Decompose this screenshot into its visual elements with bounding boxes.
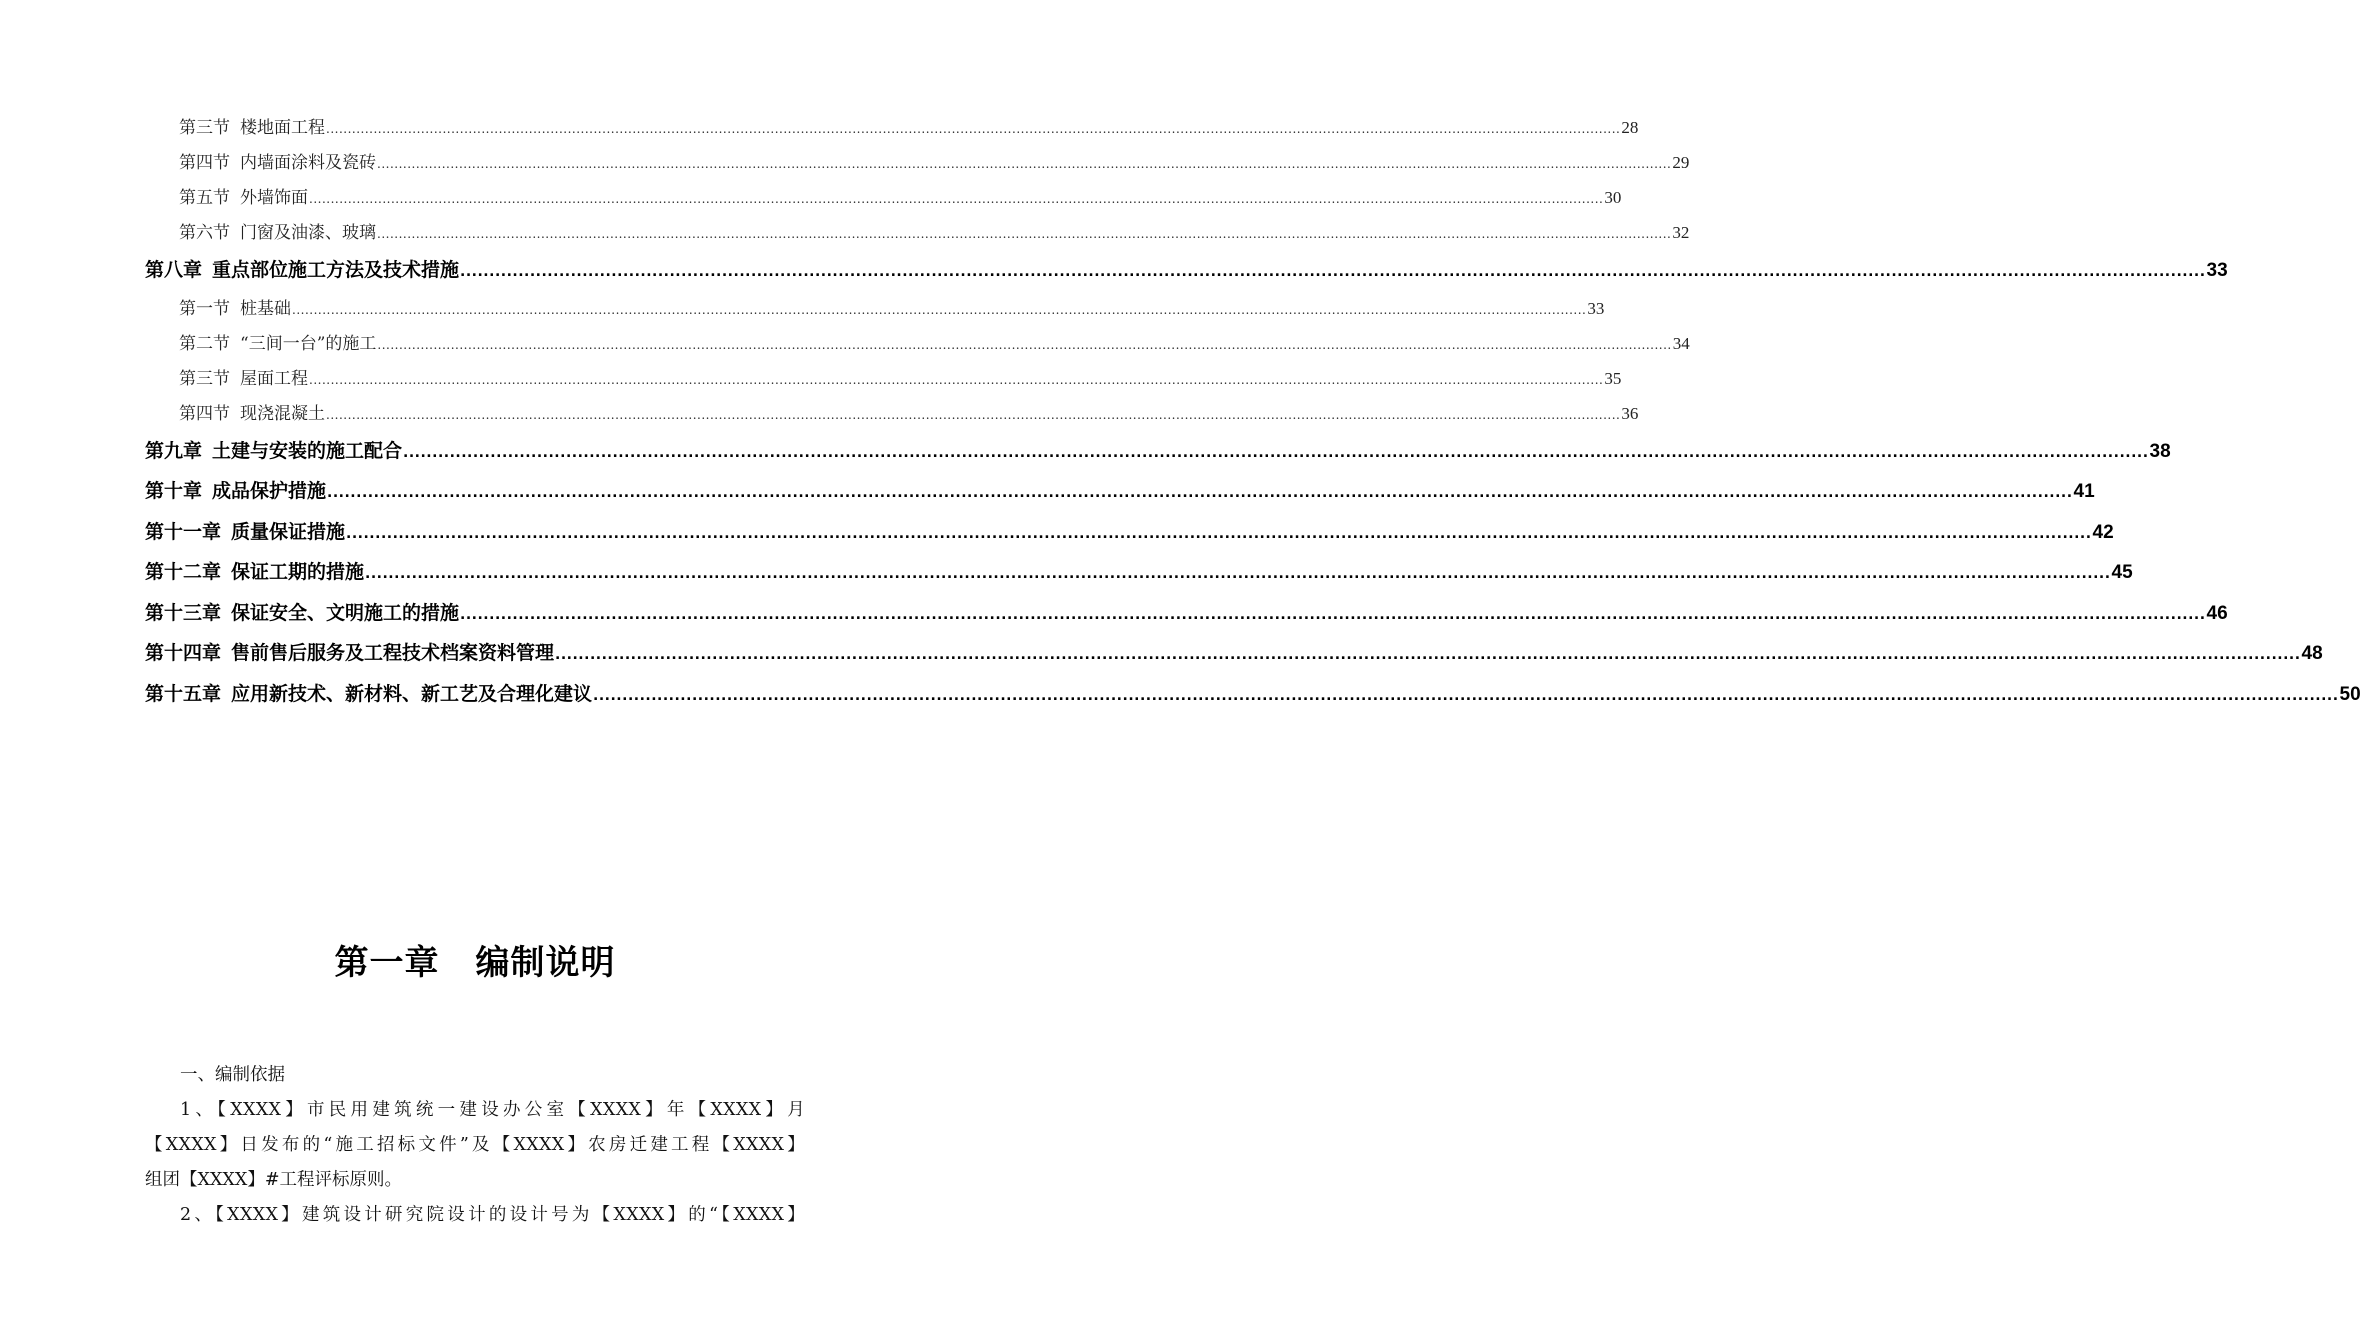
toc-entry-label [179, 397, 325, 432]
toc-entry-title: 门窗及油漆、玻璃 [240, 223, 376, 243]
toc-entry-label [145, 250, 459, 291]
toc-entry-number: 第四节 [179, 403, 230, 424]
toc-dot-leader: ............................................................................................................................................................................................................................................................................................................ [326, 122, 1621, 136]
toc-entry-number: 第八章 [145, 259, 203, 281]
toc-entry-title: 成品保护措施 [212, 480, 327, 502]
toc-chapter-entry[interactable] [145, 250, 2228, 291]
toc-dot-leader: ............................................................................................................................................................................................................................................................................................................ [460, 264, 2206, 280]
paragraph-line: 2、【XXXX】建筑设计研究院设计的设计号为【XXXX】的“【XXXX】 [180, 1205, 805, 1225]
toc-entry-title: 桩基础 [240, 298, 291, 319]
toc-section-entry[interactable] [179, 396, 1639, 431]
toc-page-number: 38 [2149, 440, 2171, 462]
toc-chapter-entry[interactable] [145, 471, 2095, 512]
toc-section-entry[interactable] [179, 110, 1639, 145]
toc-entry-label [145, 431, 402, 472]
body-text [145, 1058, 805, 1233]
toc-dot-leader: ............................................................................................................................................................................................................................................................................................................ [377, 157, 1672, 171]
toc-entry-title: 重点部位施工方法及技术措施 [212, 259, 460, 281]
toc-page-number: 42 [2092, 521, 2114, 543]
toc-section-entry[interactable] [179, 361, 1622, 396]
toc-entry-label [179, 292, 291, 327]
toc-entry-number: 第十五章 [145, 682, 222, 705]
toc-entry-title: 外墙饰面 [240, 188, 308, 208]
toc-entry-title: 屋面工程 [240, 368, 308, 389]
paragraph-line: 【XXXX】日发布的“施工招标文件”及【XXXX】农房迁建工程【XXXX】 [145, 1135, 805, 1155]
toc-dot-leader: ............................................................................................................................................................................................................................................................................................................ [326, 407, 1621, 422]
toc-entry-label [145, 633, 554, 674]
toc-page-number: 28 [1621, 118, 1639, 137]
toc-chapter-entry[interactable] [145, 633, 2323, 674]
toc-entry-title: 质量保证措施 [231, 520, 346, 543]
chapter-heading-title: 编制说明 [475, 943, 616, 983]
toc-entry-label [179, 146, 376, 181]
toc-entry-title: 现浇混凝土 [240, 403, 325, 424]
toc-entry-label [179, 181, 308, 216]
toc-entry-number: 第一节 [179, 298, 230, 319]
toc-entry-label [145, 674, 592, 715]
toc-entry-number: 第十三章 [145, 601, 222, 624]
paragraph-line: 1、【XXXX】市民用建筑统一建设办公室【XXXX】年【XXXX】月 [180, 1100, 805, 1120]
toc-page-number: 32 [1672, 223, 1690, 242]
toc-entry-number: 第三节 [179, 118, 230, 138]
toc-entry-number: 第五节 [179, 188, 230, 208]
toc-entry-label [145, 593, 459, 634]
toc-dot-leader: ............................................................................................................................................................................................................................................................................................................ [292, 302, 1587, 317]
toc-entry-number: 第六节 [179, 223, 230, 243]
toc-chapter-entry[interactable] [145, 512, 2114, 553]
toc-entry-number: 第四节 [179, 153, 230, 173]
toc-page-number: 34 [1672, 333, 1690, 353]
toc-dot-leader: ............................................................................................................................................................................................................................................................................................................ [309, 372, 1604, 387]
toc-page-number: 50 [2339, 683, 2361, 705]
toc-entry-title: 内墙面涂料及瓷砖 [240, 153, 376, 173]
toc-entry-label [145, 512, 345, 553]
toc-dot-leader: ............................................................................................................................................................................................................................................................................................................ [346, 525, 2092, 542]
toc-dot-leader: ............................................................................................................................................................................................................................................................................................................ [377, 337, 1672, 352]
toc-section-entry[interactable] [179, 180, 1622, 215]
toc-section-entry[interactable] [179, 291, 1605, 326]
toc-page-number: 29 [1672, 153, 1690, 172]
toc-entry-title: 售前售后服务及工程技术档案资料管理 [231, 642, 555, 664]
toc-entry-number: 第三节 [179, 368, 230, 389]
toc-page-number: 35 [1604, 368, 1622, 388]
chapter-heading-number: 第一章 [334, 943, 440, 983]
toc-dot-leader: ............................................................................................................................................................................................................................................................................................................ [309, 192, 1604, 206]
toc-chapter-entry[interactable] [145, 431, 2171, 472]
toc-entry-label [179, 111, 325, 146]
toc-entry-title: 土建与安装的施工配合 [212, 439, 403, 462]
toc-page-number: 30 [1604, 188, 1622, 207]
toc-dot-leader: ............................................................................................................................................................................................................................................................................................................ [365, 566, 2111, 582]
toc-section-entry[interactable] [179, 326, 1690, 361]
toc-dot-leader: ............................................................................................................................................................................................................................................................................................................ [403, 444, 2149, 461]
toc-entry-number: 第二节 [179, 333, 230, 354]
toc-entry-label [145, 552, 364, 593]
toc-entry-number: 第十章 [145, 480, 203, 502]
toc-dot-leader: ............................................................................................................................................................................................................................................................................................................ [377, 227, 1672, 241]
toc-entry-number: 第九章 [145, 439, 203, 462]
toc-page-number: 33 [2206, 260, 2228, 281]
toc-page-number: 36 [1621, 403, 1639, 423]
toc-page-number: 45 [2111, 562, 2133, 583]
toc-entry-number: 第十四章 [145, 642, 222, 664]
toc-chapter-entry[interactable] [145, 593, 2228, 634]
toc-entry-title: 应用新技术、新材料、新工艺及合理化建议 [231, 682, 593, 705]
toc-dot-leader: ............................................................................................................................................................................................................................................................................................................ [327, 485, 2073, 501]
subheading-basis: 一、编制依据 [180, 1065, 285, 1085]
toc-entry-label [145, 471, 326, 512]
toc-chapter-entry[interactable] [145, 674, 2361, 715]
toc-dot-leader: ............................................................................................................................................................................................................................................................................................................ [555, 647, 2301, 663]
toc-page-number: 41 [2073, 481, 2095, 502]
toc-dot-leader: ............................................................................................................................................................................................................................................................................................................ [593, 687, 2339, 704]
table-of-contents [0, 110, 2361, 714]
toc-entry-label [179, 216, 376, 251]
paragraph-line: 组团【XXXX】#工程评标原则。 [145, 1170, 402, 1190]
chapter-heading [0, 938, 950, 988]
toc-section-entry[interactable] [179, 145, 1690, 180]
toc-dot-leader: ............................................................................................................................................................................................................................................................................................................ [460, 606, 2206, 623]
toc-entry-title: 楼地面工程 [240, 118, 325, 138]
toc-entry-number: 第十一章 [145, 520, 222, 543]
toc-chapter-entry[interactable] [145, 552, 2133, 593]
toc-entry-label [179, 327, 376, 362]
toc-page-number: 33 [1587, 298, 1605, 318]
toc-entry-label [179, 362, 308, 397]
toc-section-entry[interactable] [179, 215, 1690, 250]
toc-page-number: 48 [2301, 643, 2323, 664]
toc-entry-title: 保证安全、文明施工的措施 [231, 601, 460, 624]
toc-entry-number: 第十二章 [145, 561, 222, 583]
toc-entry-title: “三间一台”的施工 [240, 333, 377, 354]
toc-page-number: 46 [2206, 602, 2228, 624]
toc-entry-title: 保证工期的措施 [231, 561, 365, 583]
